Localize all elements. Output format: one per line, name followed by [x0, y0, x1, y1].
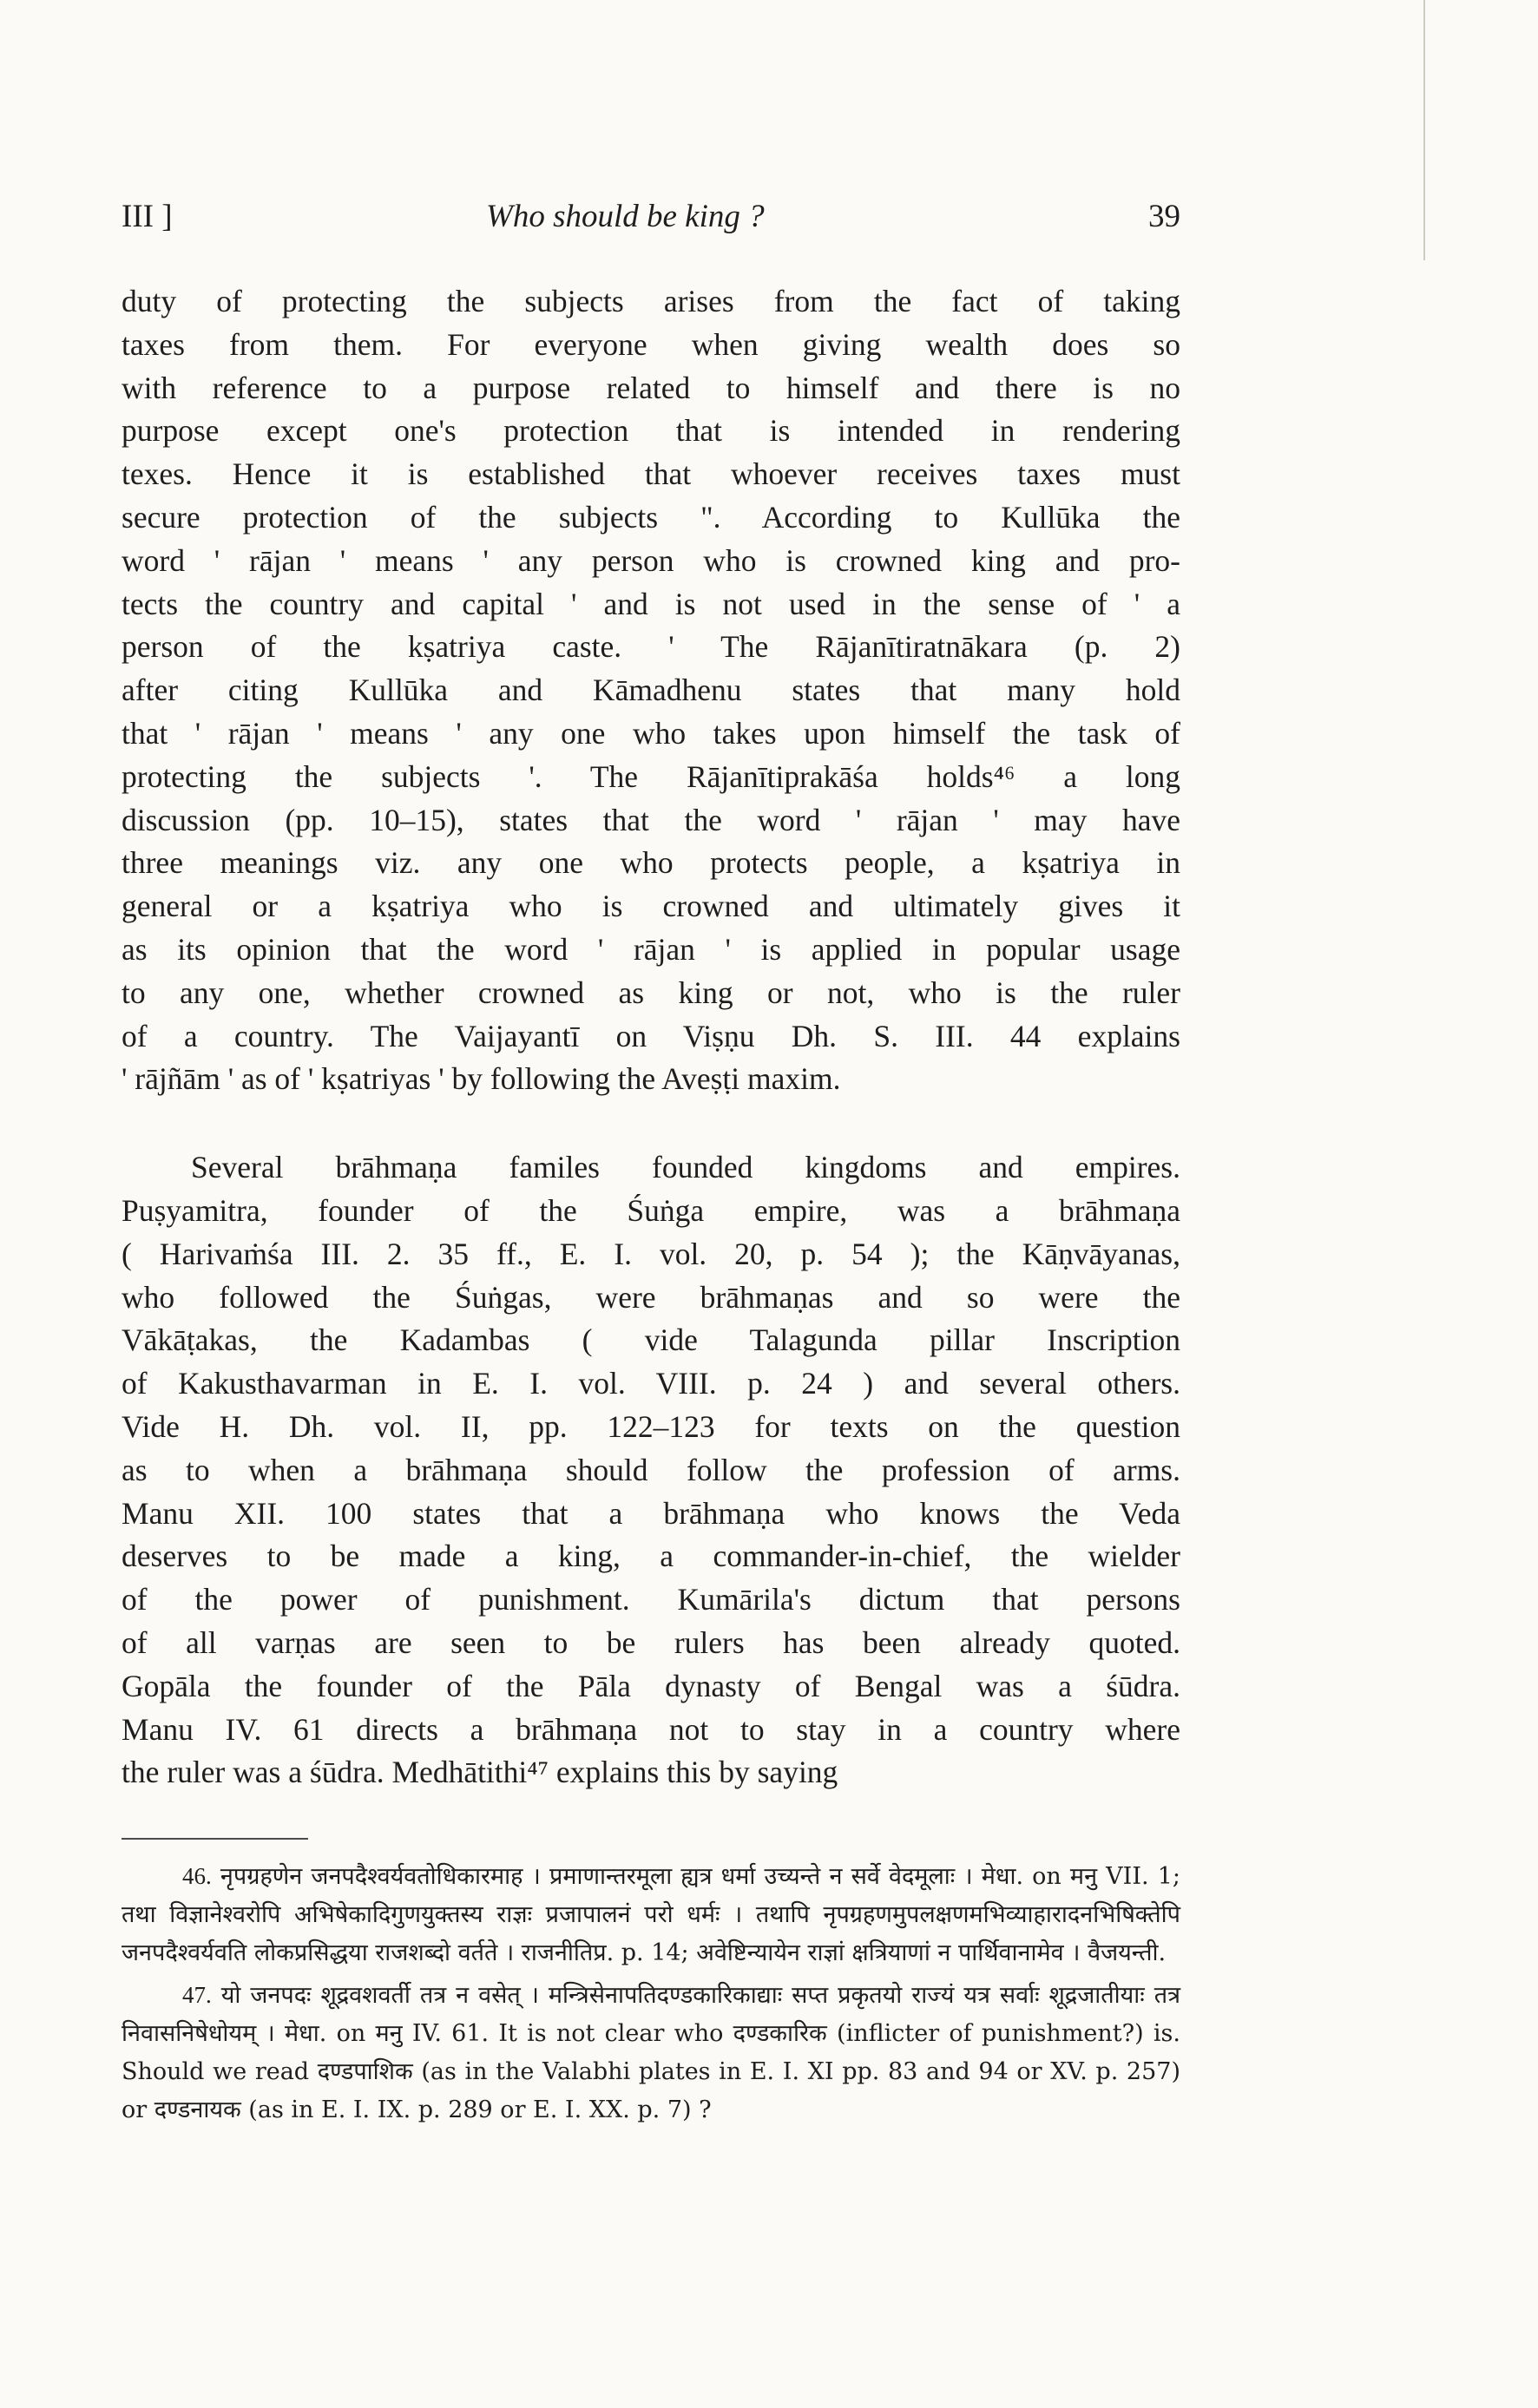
text-line: deserves to be made a king, a commander-in-chief, the wielder: [122, 1539, 1180, 1574]
text-line: texes. Hence it is established that whoever receives taxes must: [122, 456, 1180, 492]
text-line: duty of protecting the subjects arises from the fact of taking: [122, 284, 1180, 318]
text-line: ' rājñām ' as of ' kṣatriyas ' by following the Aveṣṭi maxim.: [122, 1061, 841, 1097]
text-line: word ' rājan ' means ' any person who is crowned king and pro-: [122, 542, 1180, 578]
text-line: to any one, whether crowned as king or not, who is the ruler: [122, 974, 1180, 1010]
footnote-separator: [122, 1838, 308, 1842]
footnotes: [122, 1857, 1180, 2133]
footnote-text: यो जनपदः शूद्रवशवर्ती तत्र न वसेत् । मन्त्रिसेनापतिदण्डकारिकाद्याः सप्त प्रकृतयो राज्यं यत्र सर्वाः शूद्रजातीयाः तत्र निवासनिषेधोयम् । मेधा. on मनु IV. 61. It is not clear who दण्डकारिक (inflicter of punishment?) is. Should we read दण्डपाशिक (as in the Valabhi plates in E. I. XI pp. 83 and 94 or XV. p. 257) or दण्डनायक (as in E. I. IX. p. 289 or E. I. XX. p. 7) ?: [122, 1982, 1180, 2123]
text-line: ( Harivaṁśa III. 2. 35 ff., E. I. vol. 20, p. 54 ); the Kāṇvāyanas,: [122, 1236, 1180, 1271]
text-line: who followed the Śuṅgas, were brāhmaṇas and so were the: [122, 1279, 1180, 1315]
text-line: purpose except one's protection that is intended in rendering: [122, 413, 1180, 449]
text-line: Manu IV. 61 directs a brāhmaṇa not to stay in a country where: [122, 1711, 1180, 1747]
text-line: Several brāhmaṇa familes founded kingdoms and empires.: [191, 1150, 1180, 1185]
text-line: person of the kṣatriya caste. ' The Rājanītiratnākara (p. 2): [122, 629, 1180, 665]
running-title: Who should be king ?: [486, 199, 765, 234]
text-line: with reference to a purpose related to himself and there is no: [122, 370, 1180, 405]
text-line: after citing Kullūka and Kāmadhenu states that many hold: [122, 673, 1180, 708]
footnote-number: 47.: [182, 1982, 212, 2008]
text-line: taxes from them. For everyone when giving wealth does so: [122, 326, 1180, 362]
text-line: that ' rājan ' means ' any one who takes upon himself the task of: [122, 715, 1180, 751]
text-line: discussion (pp. 10–15), states that the word ' rājan ' may have: [122, 802, 1180, 837]
margin-line: [1423, 0, 1425, 260]
running-header: [122, 198, 1180, 250]
text-line: general or a kṣatriya who is crowned and ultimately gives it: [122, 889, 1180, 924]
text-line: the ruler was a śūdra. Medhātithi⁴⁷ explains this by saying: [122, 1755, 838, 1790]
footnote-46: [122, 1857, 1180, 1972]
footnote-number: 46.: [182, 1863, 212, 1889]
text-line: of all varṇas are seen to be rulers has been already quoted.: [122, 1624, 1180, 1660]
text-line: Manu XII. 100 states that a brāhmaṇa who knows the Veda: [122, 1495, 1180, 1531]
text-line: secure protection of the subjects ". According to Kullūka the: [122, 499, 1180, 535]
paragraph-1: [122, 280, 1180, 1101]
text-line: three meanings viz. any one who protects people, a kṣatriya in: [122, 845, 1180, 881]
page-number: 39: [1148, 199, 1180, 234]
text-line: of a country. The Vaijayantī on Viṣṇu Dh. S. III. 44 explains: [122, 1018, 1180, 1053]
text-line: protecting the subjects '. The Rājanītiprakāśa holds⁴⁶ a long: [122, 758, 1180, 794]
text-line: tects the country and capital ' and is not used in the sense of ' a: [122, 586, 1180, 621]
paragraph-2: [122, 1146, 1180, 1795]
footnote-47: [122, 1976, 1180, 2129]
footnote-text: नृपग्रहणेन जनपदैश्वर्यवतोधिकारमाह । प्रमाणान्तरमूला ह्यत्र धर्मा उच्यन्ते न सर्वे वेदमूलाः । मेधा. on मनु VII. 1; तथा विज्ञानेश्वरोपि अभिषेकादिगुणयुक्तस्य राज्ञः प्रजापालनं परो धर्मः । तथापि नृपग्रहणमुपलक्षणमभिव्याहारादनभिषिक्तेपि जनपदैश्वर्यवति लोकप्रसिद्धया राजशब्दो वर्तते । राजनीतिप्र. p. 14; अवेष्टिन्यायेन राज्ञां क्षत्रियाणां न पार्थिवानामेव । वैजयन्ती.: [122, 1863, 1181, 1966]
text-line: Gopāla the founder of the Pāla dynasty of Bengal was a śūdra.: [122, 1668, 1180, 1703]
text-line: as its opinion that the word ' rājan ' is applied in popular usage: [122, 931, 1180, 967]
text-line: as to when a brāhmaṇa should follow the profession of arms.: [122, 1452, 1180, 1487]
text-line: Vākāṭakas, the Kadambas ( vide Talagunda pillar Inscription: [122, 1322, 1180, 1358]
text-line: Puṣyamitra, founder of the Śuṅga empire, was a brāhmaṇa: [122, 1192, 1180, 1228]
chapter-marker: III ]: [122, 199, 173, 234]
text-line: of the power of punishment. Kumārila's dictum that persons: [122, 1582, 1180, 1617]
text-line: of Kakusthavarman in E. I. vol. VIII. p. 24 ) and several others.: [122, 1366, 1180, 1401]
main-text: [122, 280, 1180, 1795]
text-line: Vide H. Dh. vol. II, pp. 122–123 for texts on the question: [122, 1408, 1180, 1444]
